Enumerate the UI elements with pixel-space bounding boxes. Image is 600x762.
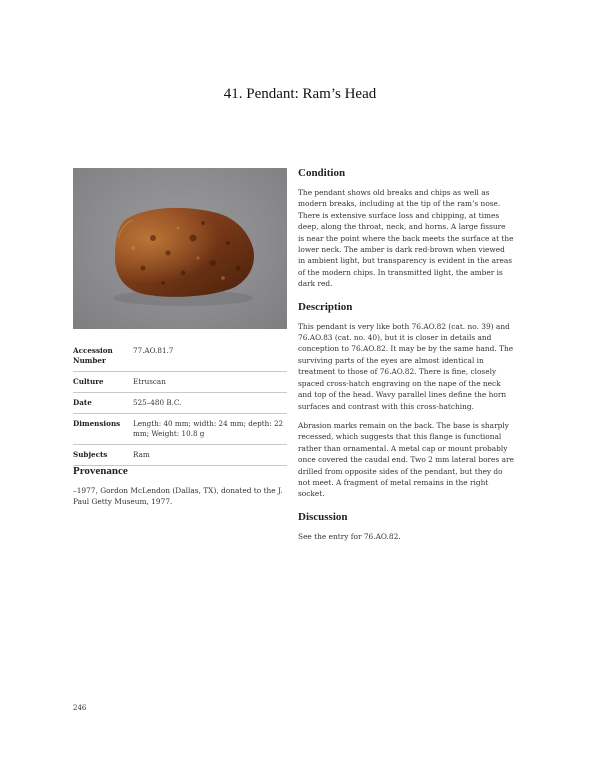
metadata-label: Subjects (73, 450, 108, 459)
description-paragraph: Abrasion marks remain on the back. The base is sharply recessed, which suggests that this flange is functional rather than ornamental. A metal cap or mount probably once covered the caudal end. Two 2 mm lateral bores are drilled from opposite sides of the pendant, but they do not meet. A fragment of metal remains in the right socket. (298, 420, 514, 499)
metadata-label: Date (73, 398, 92, 407)
metadata-label: Culture (73, 377, 104, 386)
description-paragraph: This pendant is very like both 76.AO.82 (cat. no. 39) and 76.AO.83 (cat. no. 40), but it is closer in details and conception to 76.AO.82. It may be by the same hand. The surviving parts of the eyes are almost identical in treatment to those of 76.AO.82. There is fine, closely spaced cross-hatch engraving on the nape of the neck and top of the head. Wavy parallel lines define the horn surfaces and contrast with this cross-hatching. (298, 321, 514, 411)
amber-pendant-image (73, 168, 287, 329)
main-text-column (298, 167, 514, 550)
page-number: 246 (73, 704, 87, 712)
object-metadata-table (73, 342, 287, 466)
provenance-heading: Provenance (73, 465, 128, 477)
description-heading: Description (298, 300, 353, 313)
condition-heading: Condition (298, 167, 346, 179)
metadata-value: 77.AO.81.7 (133, 346, 174, 355)
discussion-text: See the entry for 76.AO.82. (298, 531, 401, 541)
condition-text: The pendant shows old breaks and chips as well as modern breaks, including at the tip of the ram’s nose. There is extensive surface loss and chipping, at times deep, along the throat, neck, and horns. A large fissure is near the point where the back meets the surface at the lower neck. The amber is dark red-brown when viewed in ambient light, but transparency is evident in the areas of the modern chips. In transmitted light, the amber is dark red. (298, 188, 514, 289)
metadata-value: 525–480 B.C. (133, 398, 182, 407)
discussion-heading: Discussion (298, 510, 348, 523)
metadata-value: Etruscan (133, 377, 166, 386)
page-title: 41. Pendant: Ram’s Head (223, 86, 377, 102)
object-photo (73, 168, 287, 329)
metadata-row-culture (73, 372, 287, 393)
provenance-text: –1977, Gordon McLendon (Dallas, TX), donated to the J. Paul Getty Museum, 1977. (73, 486, 283, 507)
metadata-value: Ram (133, 450, 150, 459)
metadata-row-dimensions (73, 414, 287, 445)
metadata-label: Accession Number (73, 346, 113, 365)
metadata-value: Length: 40 mm; width: 24 mm; depth: 22 mm; Weight: 10.8 g (133, 419, 284, 438)
metadata-row-accession (73, 342, 287, 372)
metadata-row-date (73, 393, 287, 414)
metadata-label: Dimensions (73, 419, 121, 428)
metadata-row-subjects (73, 445, 287, 466)
